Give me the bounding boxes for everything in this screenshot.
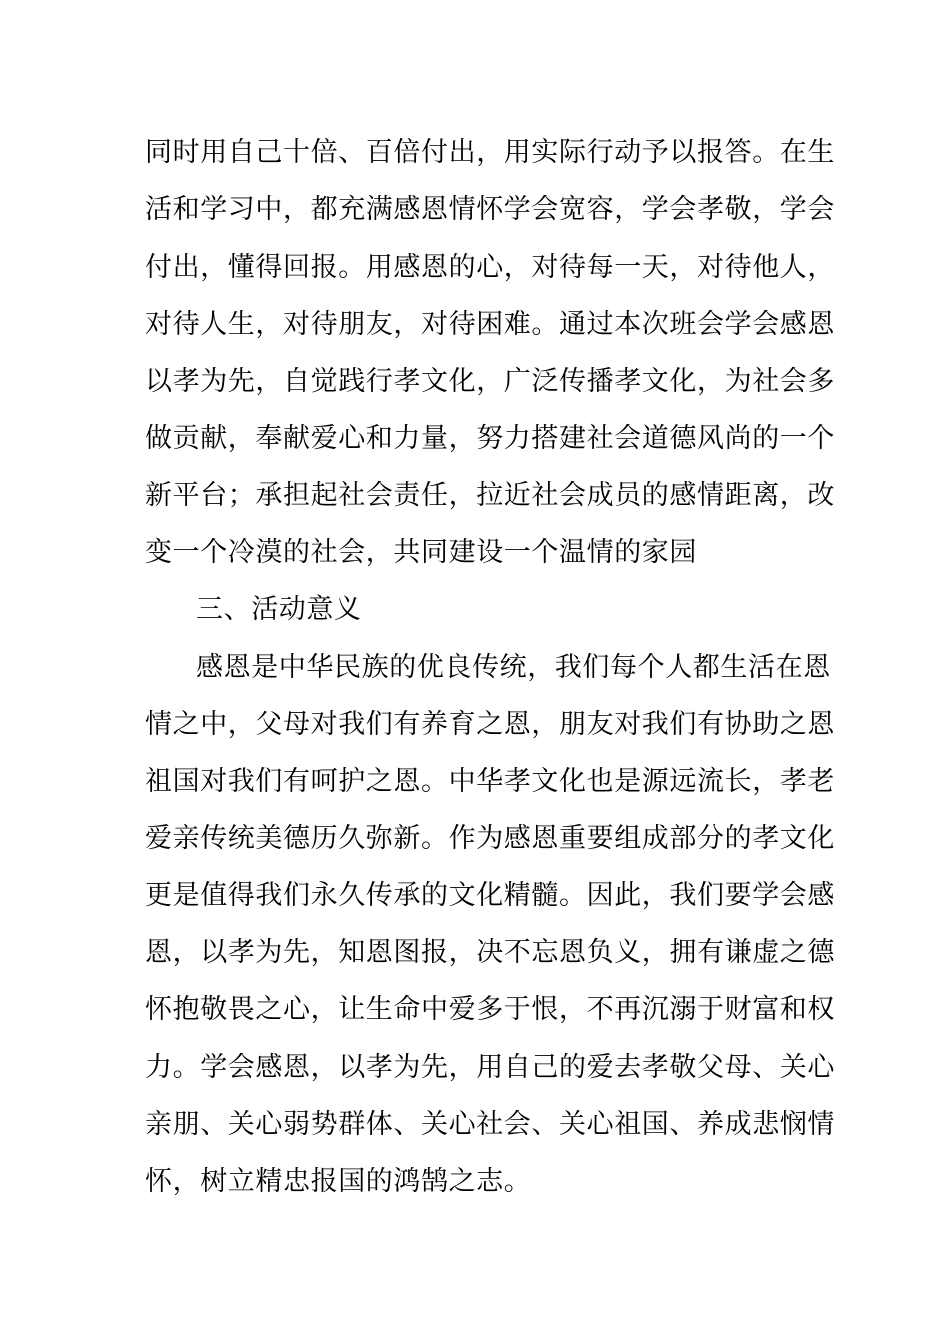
paragraph-line: 对待人生，对待朋友，对待困难。通过本次班会学会感恩 bbox=[145, 309, 835, 340]
paragraph-line: 亲朋、关心弱势群体、关心社会、关心祖国、养成悲悯情 bbox=[145, 1109, 835, 1140]
paragraph-line: 祖国对我们有呵护之恩。中华孝文化也是源远流长，孝老 bbox=[145, 766, 835, 797]
paragraph-line: 情之中，父母对我们有养育之恩，朋友对我们有协助之恩 bbox=[145, 709, 835, 740]
paragraph-line: 变一个冷漠的社会，共同建设一个温情的家园 bbox=[145, 537, 697, 568]
paragraph-line: 同时用自己十倍、百倍付出，用实际行动予以报答。在生 bbox=[145, 137, 835, 168]
paragraph-line: 新平台；承担起社会责任，拉近社会成员的感情距离，改 bbox=[145, 480, 835, 511]
paragraph-line: 爱亲传统美德历久弥新。作为感恩重要组成部分的孝文化 bbox=[145, 823, 835, 854]
paragraph-line: 更是值得我们永久传承的文化精髓。因此，我们要学会感 bbox=[145, 880, 835, 911]
section-heading: 三、活动意义 bbox=[196, 594, 362, 625]
paragraph-line: 以孝为先，自觉践行孝文化，广泛传播孝文化，为社会多 bbox=[145, 366, 835, 397]
paragraph-line: 活和学习中，都充满感恩情怀学会宽容，学会孝敬，学会 bbox=[145, 194, 835, 225]
paragraph-line: 怀，树立精忠报国的鸿鹄之志。 bbox=[145, 1166, 532, 1197]
paragraph-line: 做贡献，奉献爱心和力量，努力搭建社会道德风尚的一个 bbox=[145, 423, 835, 454]
paragraph-line: 恩，以孝为先，知恩图报，决不忘恩负义，拥有谦虚之德 bbox=[145, 937, 835, 968]
paragraph-line: 怀抱敬畏之心，让生命中爱多于恨，不再沉溺于财富和权 bbox=[145, 994, 835, 1025]
paragraph-line: 感恩是中华民族的优良传统，我们每个人都生活在恩 bbox=[196, 652, 831, 683]
paragraph-line: 力。学会感恩，以孝为先，用自己的爱去孝敬父母、关心 bbox=[145, 1052, 835, 1083]
paragraph-line: 付出，懂得回报。用感恩的心，对待每一天，对待他人， bbox=[145, 252, 835, 283]
